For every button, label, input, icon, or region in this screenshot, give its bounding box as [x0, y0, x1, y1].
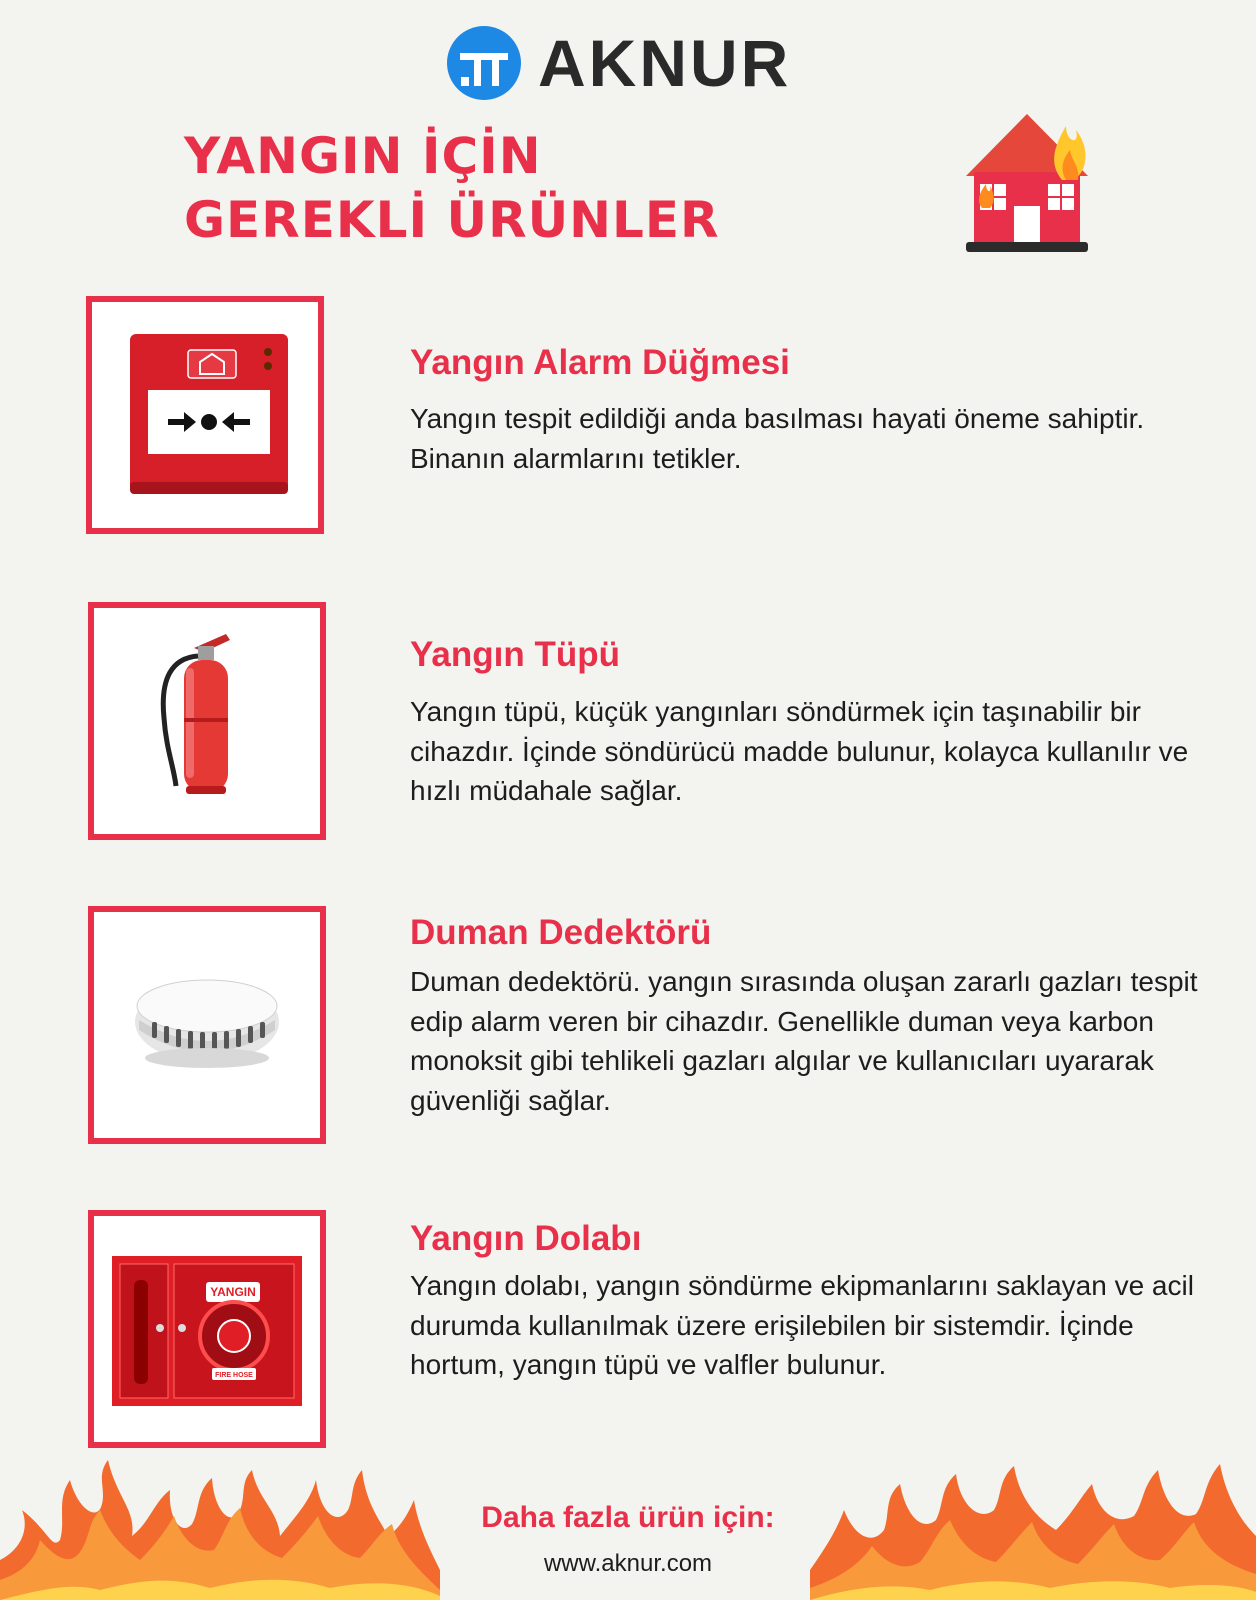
aknur-logo-icon	[446, 25, 522, 101]
smoke-detector-image	[94, 912, 320, 1138]
product-description-2: Yangın tüpü, küçük yangınları söndürmek için taşınabilir bir cihazdır. İçinde söndürücü madde bulunur, kolayca kullanılır ve hızlı müdahale sağlar.	[410, 696, 1189, 806]
product-image-frame-2	[88, 602, 326, 840]
product-image-frame-4	[88, 1210, 326, 1448]
product-title-4: Yangın Dolabı	[410, 1219, 642, 1258]
fire-alarm-button-image	[92, 302, 318, 528]
page-title-line-2: GEREKLİ ÜRÜNLER	[184, 191, 720, 249]
product-title-3: Duman Dedektörü	[410, 913, 712, 952]
page-title-line-1: YANGIN İÇİN	[184, 127, 542, 185]
brand-logo	[446, 25, 816, 103]
product-image-frame-3	[88, 906, 326, 1144]
product-title-2: Yangın Tüpü	[410, 635, 620, 674]
more-products-heading: Daha fazla ürün için:	[481, 1501, 775, 1534]
cabinet-brand-label: YANGIN	[210, 1285, 256, 1299]
product-description-4: Yangın dolabı, yangın söndürme ekipmanlarını saklayan ve acil durumda kullanılmak üzere erişilebilen bir sistemdir. İçinde hortum, yangın tüpü ve valfler bulunur.	[410, 1270, 1194, 1380]
product-description-1: Yangın tespit edildiği anda basılması hayati öneme sahiptir. Binanın alarmlarını tetikler.	[410, 403, 1145, 474]
cabinet-hose-label: FIRE HOSE	[215, 1372, 253, 1379]
website-link[interactable]: www.aknur.com	[543, 1550, 713, 1577]
fire-cabinet-image	[94, 1216, 320, 1442]
fire-extinguisher-image	[94, 608, 320, 834]
burning-house-icon	[962, 110, 1092, 255]
product-description-3: Duman dedektörü. yangın sırasında oluşan zararlı gazları tespit edip alarm veren bir cihazdır. Genellikle duman veya karbon monoksit gibi tehlikeli gazları algılar ve kullanıcıları uyararak güvenliği sağlar.	[410, 966, 1198, 1116]
product-image-frame-1	[86, 296, 324, 534]
brand-name: AKNUR	[538, 26, 792, 100]
product-title-1: Yangın Alarm Düğmesi	[410, 343, 790, 382]
